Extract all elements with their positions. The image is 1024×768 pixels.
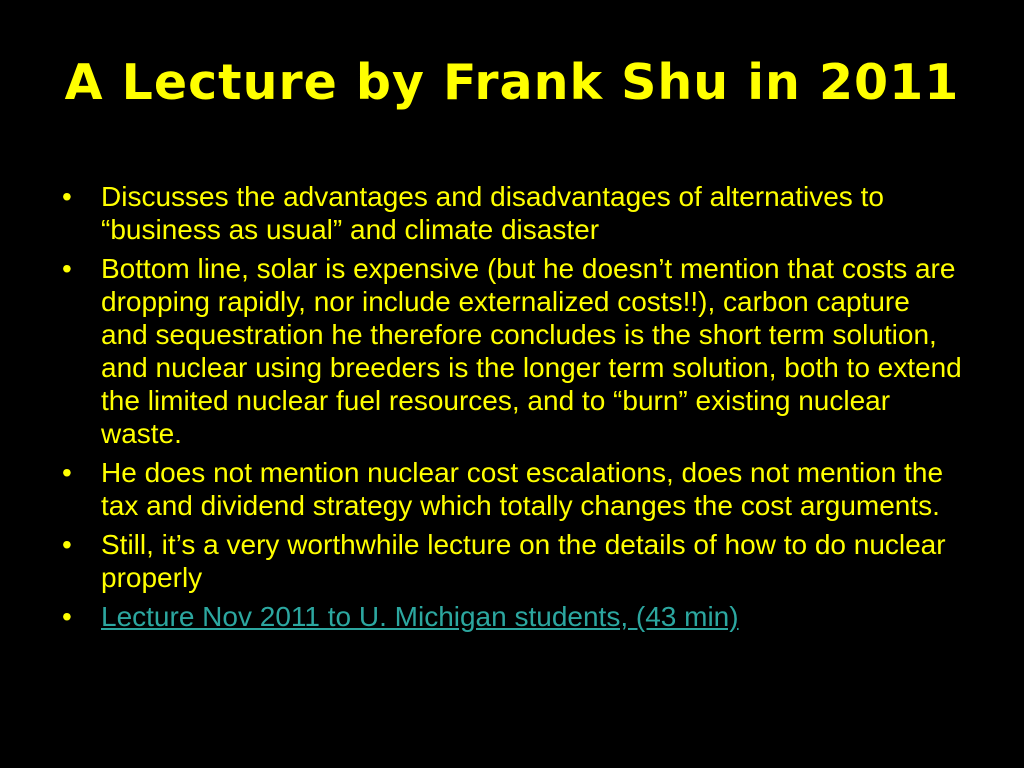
bullet-text: Still, it’s a very worthwhile lecture on the details of how to do nuclear properly xyxy=(101,529,946,593)
lecture-link[interactable]: Lecture Nov 2011 to U. Michigan students, (43 min) xyxy=(101,601,739,632)
bullet-icon: • xyxy=(62,529,72,560)
bullet-item-2 xyxy=(62,252,962,450)
bullet-list xyxy=(62,180,962,639)
bullet-icon: • xyxy=(62,253,72,284)
bullet-icon: • xyxy=(62,181,72,212)
bullet-item-5 xyxy=(62,600,962,633)
bullet-item-4 xyxy=(62,528,962,594)
bullet-item-3 xyxy=(62,456,962,522)
slide-title: A Lecture by Frank Shu in 2011 xyxy=(64,54,960,111)
bullet-text: He does not mention nuclear cost escalations, does not mention the tax and dividend strategy which totally changes the cost arguments. xyxy=(101,457,944,521)
bullet-text: Bottom line, solar is expensive (but he doesn’t mention that costs are dropping rapidly, nor include externalized costs!!), carbon capture and sequestration he therefore concludes is the short term solution, and nuclear using breeders is the longer term solution, both to extend the limited nuclear fuel resources, and to “burn” existing nuclear waste. xyxy=(101,253,962,449)
bullet-item-1 xyxy=(62,180,962,246)
bullet-icon: • xyxy=(62,457,72,488)
bullet-icon: • xyxy=(62,601,72,632)
bullet-text: Discusses the advantages and disadvantages of alternatives to “business as usual” and climate disaster xyxy=(101,181,884,245)
